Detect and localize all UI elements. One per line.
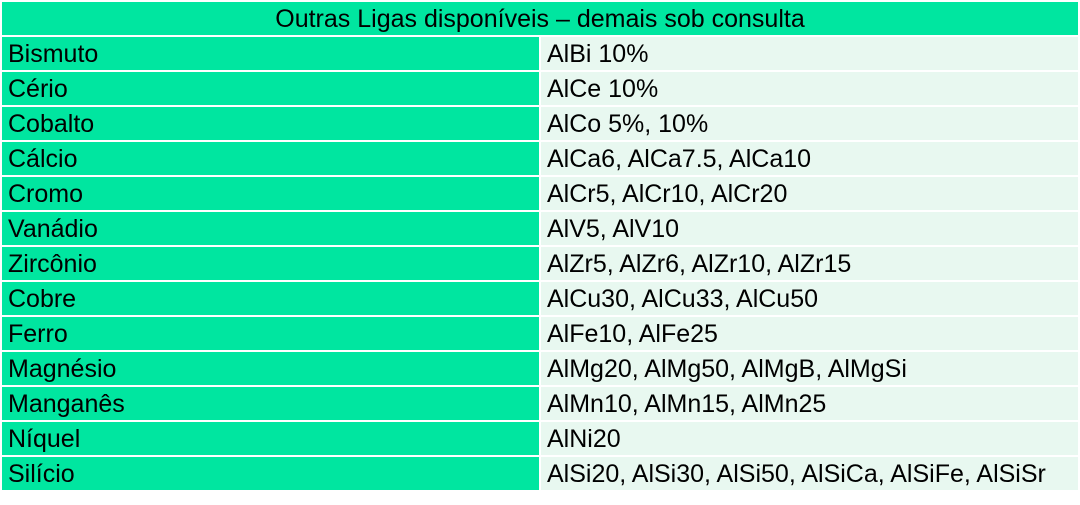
table-row	[1, 316, 1079, 351]
alloy-grades: AlCa6, AlCa7.5, AlCa10	[540, 141, 1079, 176]
table-row	[1, 421, 1079, 456]
table-row	[1, 176, 1079, 211]
alloy-name: Bismuto	[1, 36, 540, 71]
alloy-name: Cério	[1, 71, 540, 106]
alloy-name: Magnésio	[1, 351, 540, 386]
table-title-row	[1, 1, 1079, 36]
alloy-grades: AlV5, AlV10	[540, 211, 1079, 246]
table-row	[1, 211, 1079, 246]
table-row	[1, 141, 1079, 176]
alloy-grades: AlNi20	[540, 421, 1079, 456]
alloy-grades: AlBi 10%	[540, 36, 1079, 71]
alloy-name: Zircônio	[1, 246, 540, 281]
table-row	[1, 456, 1079, 491]
alloy-name: Cobre	[1, 281, 540, 316]
alloy-grades: AlZr5, AlZr6, AlZr10, AlZr15	[540, 246, 1079, 281]
alloy-grades: AlSi20, AlSi30, AlSi50, AlSiCa, AlSiFe, AlSiSr	[540, 456, 1079, 491]
alloy-name: Níquel	[1, 421, 540, 456]
table-row	[1, 106, 1079, 141]
table-row	[1, 386, 1079, 421]
table-row	[1, 281, 1079, 316]
alloy-grades: AlCe 10%	[540, 71, 1079, 106]
table-row	[1, 71, 1079, 106]
table-row	[1, 246, 1079, 281]
alloy-name: Silício	[1, 456, 540, 491]
alloy-grades: AlCo 5%, 10%	[540, 106, 1079, 141]
table-title: Outras Ligas disponíveis – demais sob consulta	[1, 1, 1079, 36]
alloy-grades: AlFe10, AlFe25	[540, 316, 1079, 351]
table-row	[1, 351, 1079, 386]
alloy-name: Cálcio	[1, 141, 540, 176]
alloy-name: Cromo	[1, 176, 540, 211]
alloy-grades: AlMn10, AlMn15, AlMn25	[540, 386, 1079, 421]
alloy-name: Cobalto	[1, 106, 540, 141]
table-row	[1, 36, 1079, 71]
alloy-name: Vanádio	[1, 211, 540, 246]
alloy-grades: AlCu30, AlCu33, AlCu50	[540, 281, 1079, 316]
alloy-grades: AlMg20, AlMg50, AlMgB, AlMgSi	[540, 351, 1079, 386]
alloy-grades: AlCr5, AlCr10, AlCr20	[540, 176, 1079, 211]
alloy-table-body	[1, 1, 1079, 491]
alloy-name: Manganês	[1, 386, 540, 421]
alloy-name: Ferro	[1, 316, 540, 351]
